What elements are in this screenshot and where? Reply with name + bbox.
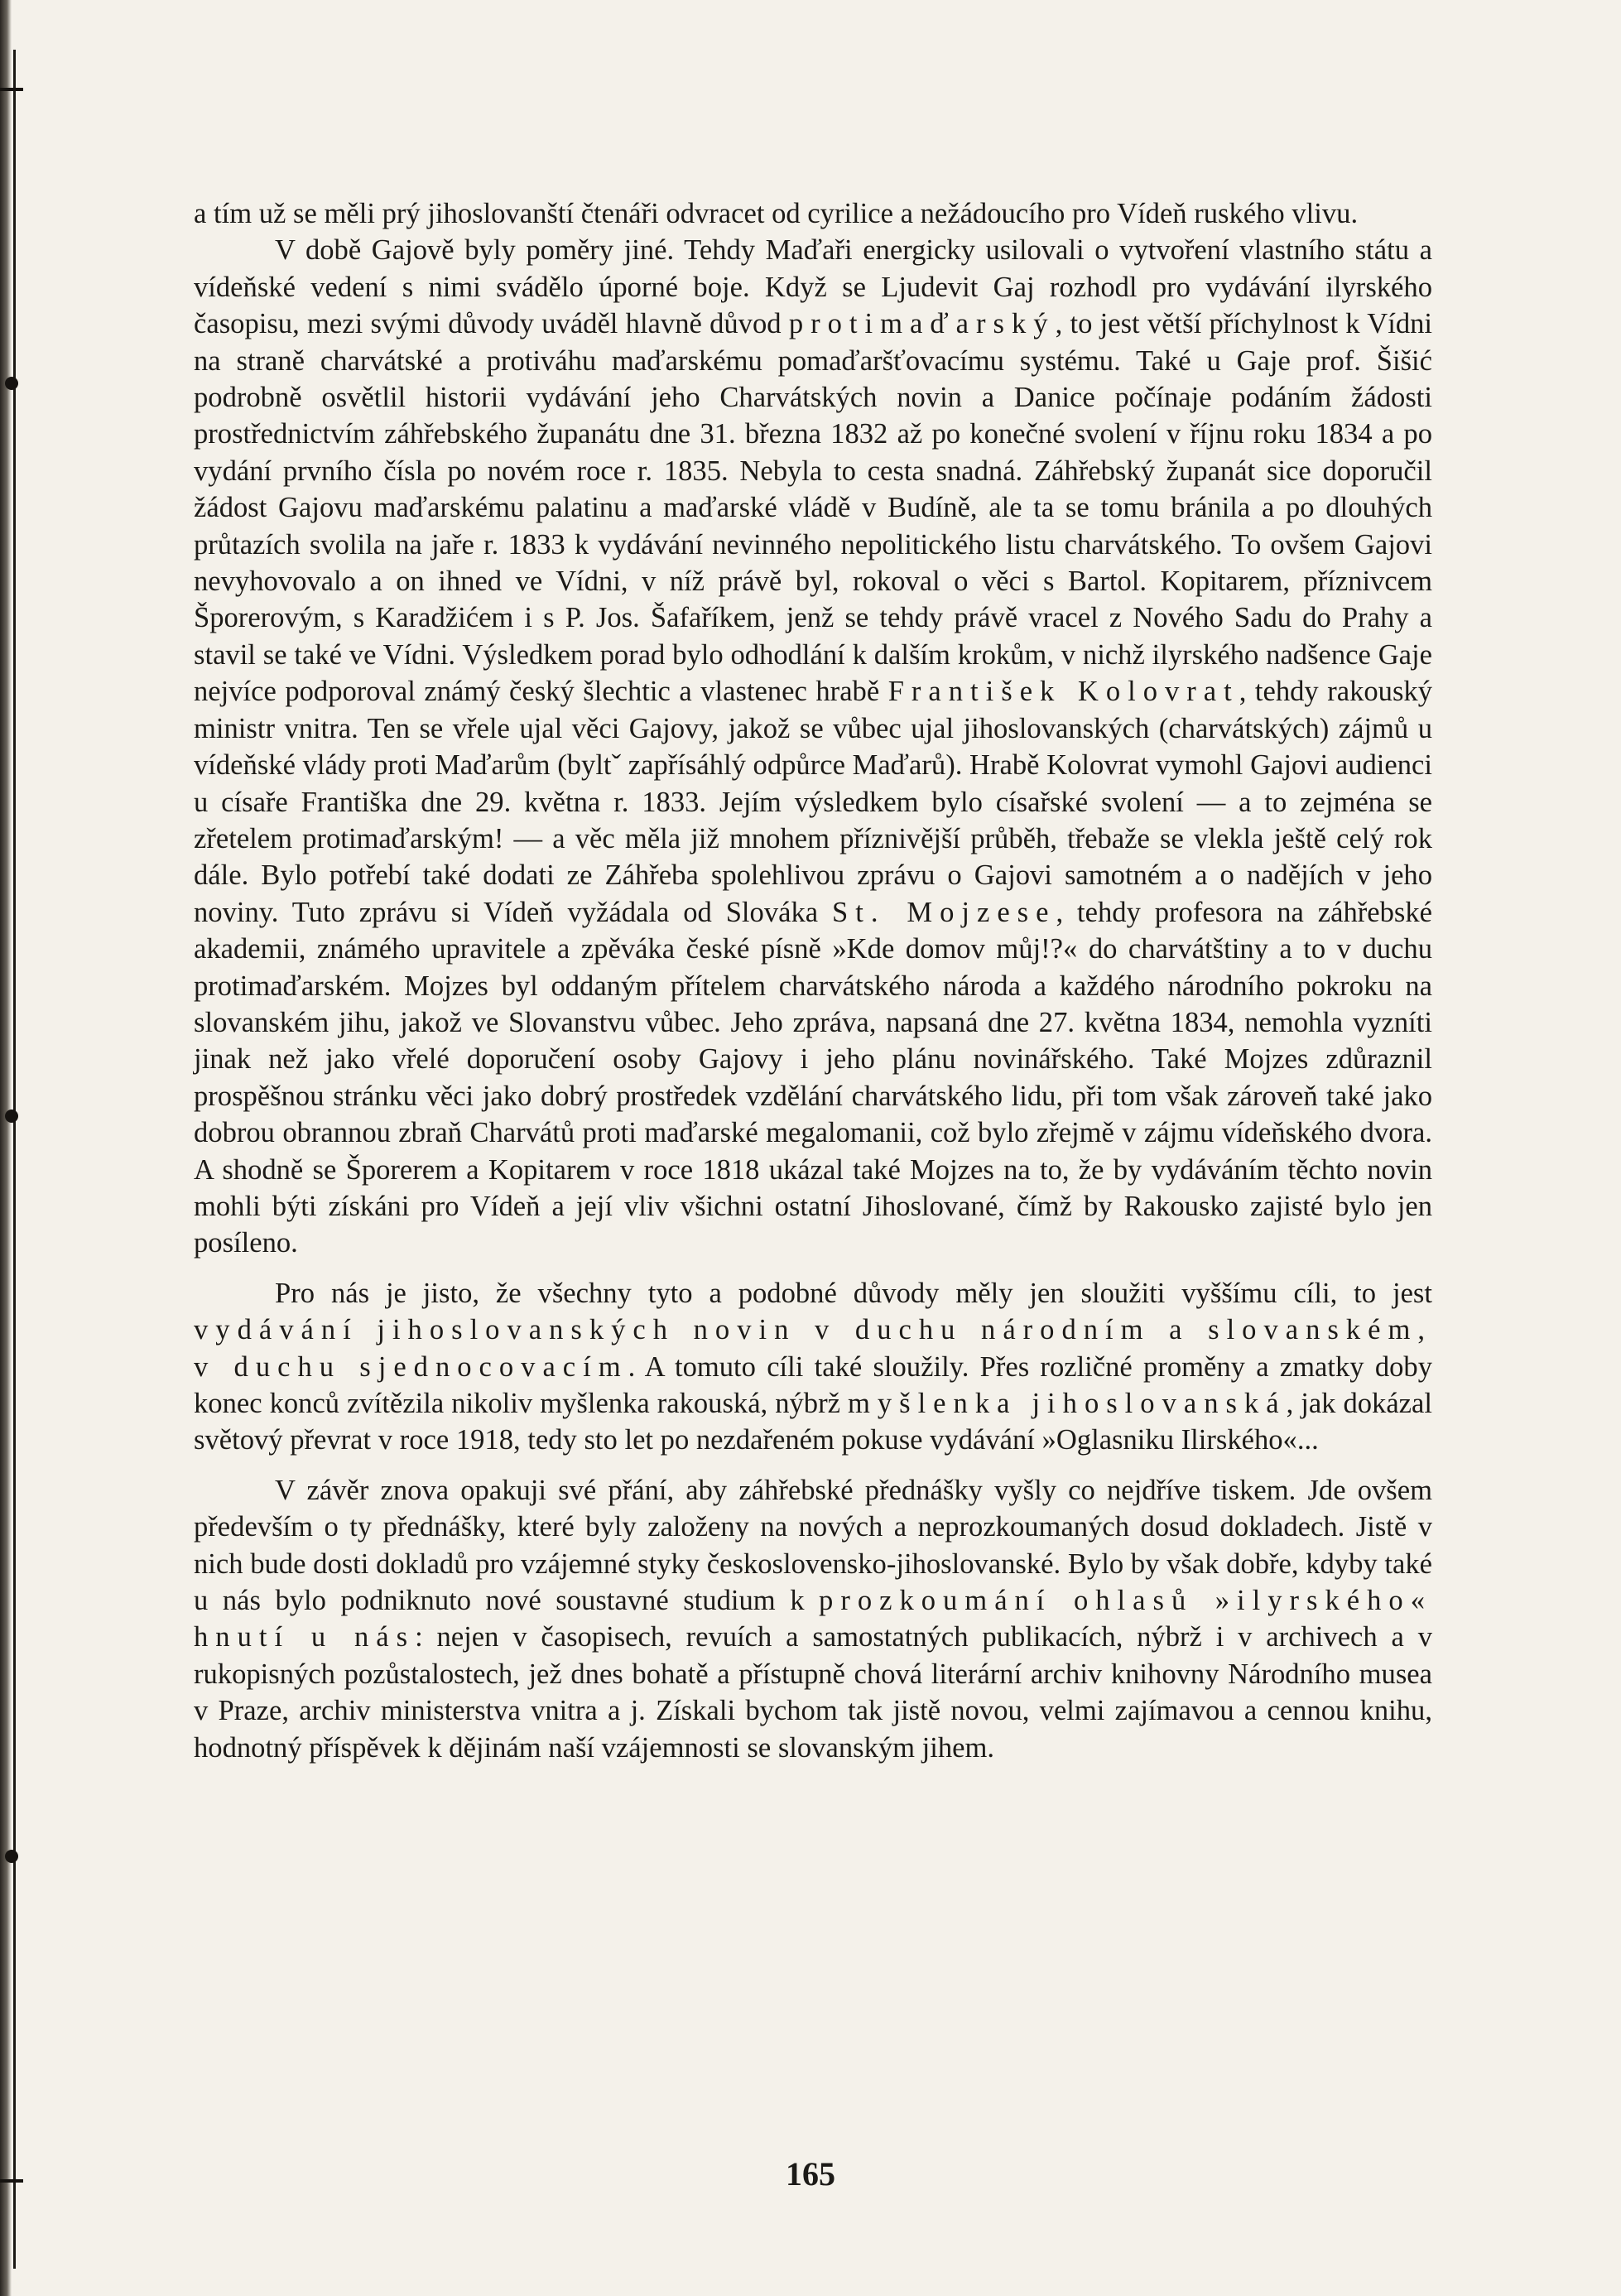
paragraph (194, 1472, 1432, 1766)
text-run: . A tomuto cíli také sloužily. Přes rozličné proměny a zmatky doby konec konců zvítězila nikoliv myšlenka rakouská, nýbrž (194, 1350, 1433, 1419)
paragraph (194, 232, 1432, 1261)
spaced-emphasis-text: prozkoumání ohlasů »ilyrského« hnutí u nás (194, 1585, 1432, 1653)
binding-shadow (0, 0, 12, 2296)
text-run: , jak dokázal světový převrat v roce 1918, tedy sto let po nezdařeném pokuse vydávání »Oglasniku Ilirského«... (194, 1388, 1432, 1456)
text-run: a tím už se měli prý jihoslovanští čtenáři odvracet od cyrilice a nežádoucího pro Vídeň ruského vlivu. (194, 198, 1359, 229)
paragraph (194, 195, 1432, 232)
spaced-emphasis-text: František Kolovrat (887, 676, 1239, 708)
text-run: V době Gajově byly poměry jiné. Tehdy Maďaři energicky usilovali o vytvoření vlastního státu a vídeňské vedení s nimi svádělo úporné boje. Když se Ljudevit Gaj rozhodl pro vydávání ilyrského časopisu, mezi svými důvody uváděl hlavně důvod (194, 234, 1432, 340)
spaced-emphasis-text: vydávání jihoslovanských novin v duchu národním a slovanském, v duchu sjednocovacím (194, 1314, 1432, 1383)
text-run: Pro nás je jisto, že všechny tyto a podobné důvody měly jen sloužiti vyššímu cíli, to jest (275, 1277, 1432, 1309)
binding-hole (5, 1109, 18, 1123)
page-body-text (194, 195, 1432, 1766)
paragraph (194, 1275, 1432, 1459)
spaced-emphasis-text: St. Mojzese (832, 896, 1056, 928)
text-run: V závěr znova opakuji své přání, aby záhřebské přednášky vyšly co nejdříve tiskem. Jde ovšem především o ty přednášky, které byly založeny na nových a neprozkoumaných dosud dokladech. Jistě v nich bude dosti dokladů pro vzájemné styky československo-jihoslovanské. Bylo by však dobře, kdyby také u nás bylo podniknuto nové soustavné studium k (194, 1474, 1432, 1617)
binding-mark (0, 88, 23, 91)
binding-hole (5, 1850, 18, 1863)
text-run: , tehdy profesora na záhřebské akademii, známého upravitele a zpěváka české písně »Kde domov můj!?« do charvátštiny a to v duchu protimaďarském. Mojzes byl oddaným přítelem charvátského národa a každého národního pokroku na slovanském jihu, jakož ve Slovanstvu vůbec. Jeho zpráva, napsaná dne 27. května 1834, nemohla vyzníti jinak než jako vřelé doporučení osoby Gajovy i jeho plánu novinářského. Také Mojzes zdůraznil prospěšnou stránku věci jako dobrý prostředek vzdělání charvátského lidu, při tom však zároveň také jako dobrou obrannou zbraň Charvátů proti maďarské megalomanii, což bylo zřejmě v zájmu vídeňského dvora. A shodně se Šporerem a Kopitarem v roce 1818 ukázal také Mojzes na to, že by vydáváním těchto novin mohli býti získáni pro Vídeň a její vliv všichni ostatní Jihoslované, čímž by Rakousko zajisté bylo jen posíleno. (194, 896, 1432, 1259)
spaced-emphasis-text: protimaďarský (788, 308, 1056, 340)
text-run: , tehdy rakouský ministr vnitra. Ten se vřele ujal věci Gajovy, jakož se vůbec ujal jihoslovanských (charvátských) zájmů u vídeňské vlády proti Maďarům (byltˇ zapřísáhlý odpůrce Maďarů). Hrabě Kolovrat vymohl Gajovi audienci u císaře Františka dne 29. května r. 1833. Jejím výsledkem bylo císařské svolení — a to zejména se zřetelem protimaďarským! — a věc měla již mnohem příznivější průběh, třebaže se vlekla ještě celý rok dále. Bylo potřebí také dodati ze Záhřeba spolehlivou zprávu o Gajovi samotném a o nadějích v jeho noviny. Tuto zprávu si Vídeň vyžádala od Slováka (194, 676, 1432, 928)
text-run: : nejen v časopisech, revuích a samostatných publikacích, nýbrž i v archivech a v rukopisných pozůstalostech, jež dnes bohatě a přístupně chová literární archiv knihovny Národního musea v Praze, archiv ministerstva vnitra a j. Získali bychom tak jistě novou, velmi zajímavou a cennou knihu, hodnotný příspěvek k dějinám naší vzájemnosti se slovanským jihem. (194, 1621, 1432, 1764)
text-run: , to jest větší příchylnost k Vídni na straně charvátské a protiváhu maďarskému pomaďaršťovacímu systému. Také u Gaje prof. Šišić podrobně osvětlil historii vydávání jeho Charvátských novin a Danice počínaje podáním žádosti prostřednictvím záhřebského županátu dne 31. března 1832 až po konečné svolení v říjnu roku 1834 a po vydání prvního čísla po novém roce r. 1835. Nebyla to cesta snadná. Záhřebský županát sice doporučil žádost Gajovu maďarskému palatinu a maďarské vládě v Budíně, ale ta se tomu bránila a po dlouhých průtazích svolila na jaře r. 1833 k vydávání nevinného nepolitického listu charvátského. To ovšem Gajovi nevyhovovalo a on ihned ve Vídni, v níž právě byl, rokoval o věci s Bartol. Kopitarem, příznivcem Šporerovým, s Karadžićem i s P. Jos. Šafaříkem, jenž se tehdy právě vracel z Nového Sadu do Prahy a stavil se také ve Vídni. Výsledkem porad bylo odhodlání k dalším krokům, v nichž ilyrského nadšence Gaje nejvíce podporoval známý český šlechtic a vlastenec hrabě (194, 308, 1432, 708)
page-number: 165 (786, 2155, 835, 2193)
binding-hole (5, 377, 18, 390)
spaced-emphasis-text: myšlenka jihoslovanská (847, 1388, 1287, 1419)
